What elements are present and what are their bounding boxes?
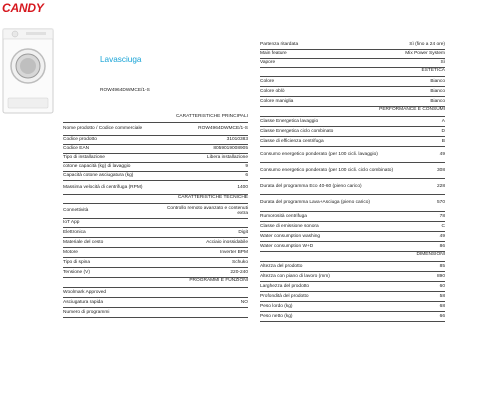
spec-row [260,127,445,137]
spec-row [63,163,248,172]
spec-label: Codice EAN [63,146,90,152]
spec-row [63,268,248,278]
spec-row [63,228,248,238]
section-header: PROGRAMMI E FUNZIONI [63,278,248,288]
product-model: ROW4964DWMCE/1-S [100,88,150,93]
spec-label: Classe Energetica ciclo combinato [260,128,334,134]
spec-value: Bianco [430,78,445,84]
spec-row [260,212,445,222]
spec-row [260,117,445,127]
spec-label: Numero di programmi [63,309,110,315]
spec-label: Materiale del cesto [63,239,104,245]
spec-label: Larghezza del prodotto [260,283,310,289]
spec-row [63,219,248,228]
spec-value: 220-240 [230,269,248,275]
spec-row [260,232,445,242]
spec-row [63,172,248,181]
spec-label: Consumo energetico ponderato (per 100 cicli. lavaggio) [260,151,378,157]
spec-label: Elettronica [63,229,86,235]
spec-value: Controllo remoto avanzato e contenuti extra [166,205,248,216]
spec-value: ROW4964DWMCE/1-S [198,126,248,132]
spec-value: 66 [439,313,445,319]
spec-label: Peso netto (kg) [260,313,293,319]
spec-label: Classe Energetica lavaggio [260,118,319,124]
section-header: DIMENSIONI [260,252,445,262]
left-spec-table [63,114,248,318]
spec-row [63,145,248,154]
section-header: CARATTERISTICHE TECNICHE [63,195,248,204]
section-header: CARATTERISTICHE PRINCIPALI [63,114,248,123]
spec-row [63,238,248,248]
spec-value: Sì (fino a 24 ore) [409,42,445,48]
spec-label: Water consumption washing [260,233,321,239]
spec-label: Altezza con piano di lavoro (mm) [260,273,330,279]
spec-row [63,123,248,136]
spec-label: Asciugatura rapida [63,299,103,305]
spec-row [63,288,248,298]
spec-value: 58 [439,293,445,299]
spec-value: 9 [245,164,248,170]
spec-row [260,59,445,68]
spec-value: 308 [436,167,445,173]
spec-value: Bianco [430,98,445,104]
spec-label: Classe di efficienza centrifuga [260,138,324,144]
spec-value: 68 [439,303,445,309]
spec-value: D [441,128,445,134]
spec-row [260,50,445,59]
spec-row [260,87,445,97]
spec-label: Colore maniglia [260,98,294,104]
spec-row [260,242,445,252]
spec-label: IoT App [63,220,80,226]
product-title: Lavasciuga [100,55,142,64]
spec-label: Profondità del prodotto [260,293,309,299]
spec-row [260,282,445,292]
spec-label: Motore [63,249,78,255]
spec-label: Durata del programma Eco 40-60 (pieno carico) [260,183,362,189]
spec-value: 890 [436,273,445,279]
section-header: ESTETICA [260,68,445,77]
spec-label: Rumorosità centrifuga [260,213,307,219]
spec-row [260,302,445,312]
spec-value: C [441,223,445,229]
spec-label: Colore oblò [260,88,285,94]
spec-label: Consumo energetico ponderato (per 100 cicli. ciclo combinato) [260,167,394,173]
spec-value: 6 [245,173,248,179]
brand-logo: CANDY [2,1,44,15]
spec-value: 49 [439,233,445,239]
spec-label: Nome prodotto / Codice commerciale [63,126,143,132]
spec-label: Tipo di spina [63,259,91,265]
spec-row [63,181,248,195]
spec-row [260,195,445,212]
spec-row [260,137,445,147]
spec-value: 78 [439,213,445,219]
spec-value: Bianco [430,88,445,94]
spec-row [260,97,445,107]
spec-value: Mix Power System [405,51,445,57]
spec-row [260,77,445,87]
spec-label: Water consumption W+D [260,243,314,249]
spec-value: Digit [238,229,248,235]
spec-value: 49 [439,151,445,157]
spec-row [63,298,248,308]
spec-label: Main feature [260,51,287,57]
spec-row [63,204,248,219]
spec-label: Woolmark Approved [63,289,107,295]
spec-row [260,292,445,302]
spec-row [260,147,445,163]
spec-label: Altezza del prodotto [260,263,303,269]
spec-label: Tipo di installazione [63,155,105,161]
spec-row [63,308,248,318]
spec-row [260,179,445,195]
spec-value: 85 [439,263,445,269]
spec-value: Acciaio inossidabile [206,239,248,245]
spec-row [260,262,445,272]
spec-value: 31010383 [226,137,248,143]
spec-row [63,136,248,145]
spec-value: Schuko [232,259,248,265]
spec-label: Massima velocità di centrifuga (RPM) [63,184,143,190]
spec-label: Connettività [63,208,89,214]
spec-row [63,258,248,268]
spec-label: Capacità cotone asciugatura (kg) [63,173,134,179]
spec-value: Sì [440,60,445,66]
spec-value: 570 [436,200,445,206]
spec-label: Tensione (V) [63,269,90,275]
spec-value: NO [240,299,248,305]
spec-row [260,41,445,50]
spec-row [260,272,445,282]
spec-label: Durata del programma Lava+Asciuga (pieno carico) [260,200,370,206]
spec-label: Colore [260,78,275,84]
spec-value: Libera installazione [206,155,248,161]
spec-value: 86 [439,243,445,249]
spec-label: Partenza ritardata [260,42,299,48]
right-spec-table [260,41,445,322]
spec-row [260,312,445,322]
spec-row [260,222,445,232]
spec-row [63,248,248,258]
spec-value: A [441,118,445,124]
spec-label: cotone capacità (kg) di lavaggio [63,164,131,170]
spec-value: Inverter BPM [220,249,248,255]
spec-value: 60 [439,283,445,289]
spec-value: 228 [436,183,445,189]
washing-machine-image [2,28,54,114]
spec-label: Codice prodotto [63,137,97,143]
spec-label: Peso lordo (kg) [260,303,293,309]
spec-value: 8059019008905 [213,146,248,152]
spec-label: Vapore [260,60,276,66]
spec-label: Classe di emissione sonora [260,223,319,229]
spec-row [260,163,445,179]
spec-row [63,154,248,163]
spec-value: B [441,138,445,144]
spec-value: 1400 [237,184,248,190]
section-header: PERFORMANCE E CONSUMI [260,107,445,117]
